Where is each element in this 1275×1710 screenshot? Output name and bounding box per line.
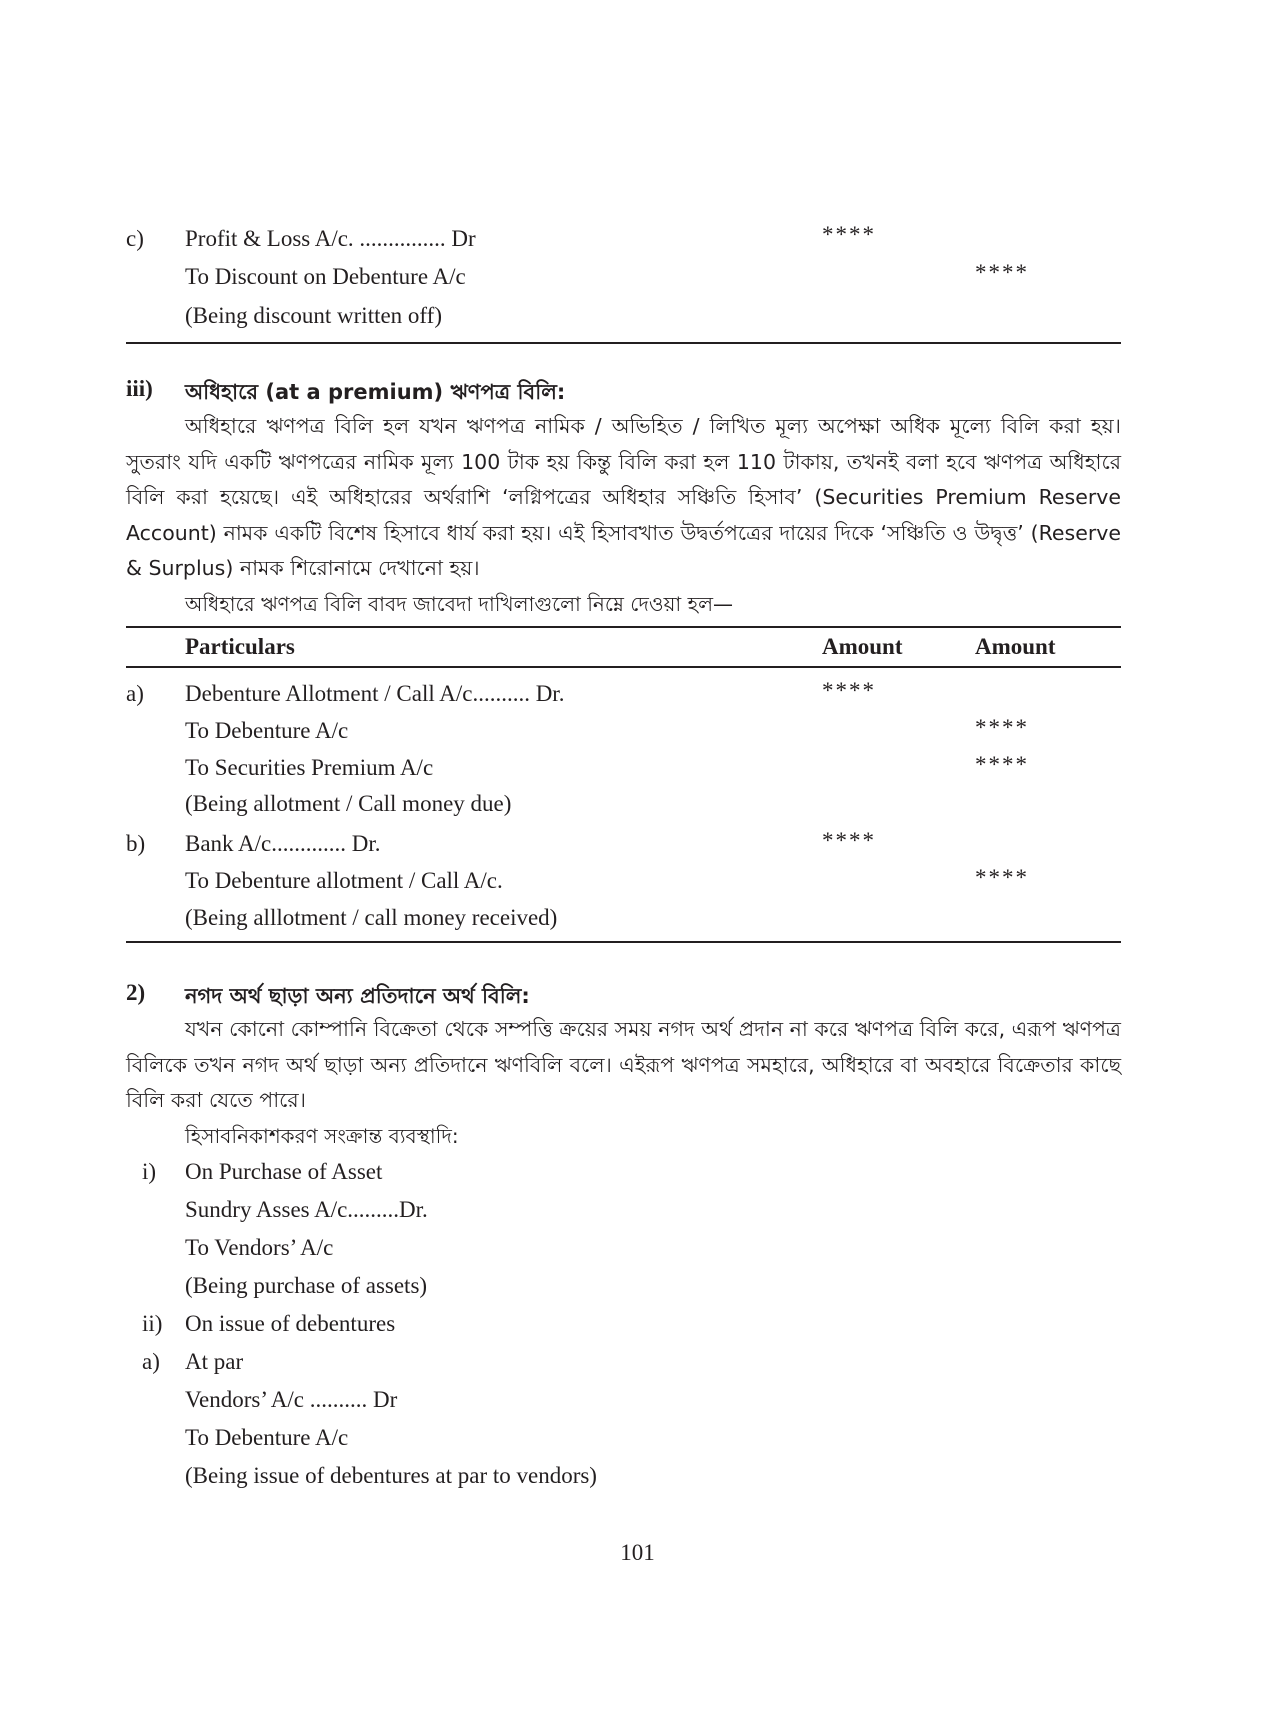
- list-label: i): [142, 1159, 157, 1184]
- entry-line: To Securities Premium A/c: [185, 755, 434, 780]
- table-header-rule: [126, 666, 1121, 668]
- entry-line: (Being allotment / Call money due): [185, 791, 512, 816]
- list-label: ii): [142, 1311, 163, 1336]
- table-top-rule: [126, 626, 1121, 628]
- section-divider: [126, 342, 1121, 344]
- list-item: At par: [185, 1349, 244, 1374]
- entry-line: Profit & Loss A/c. ............... Dr: [185, 226, 476, 251]
- list-item: On issue of debentures: [185, 1311, 396, 1336]
- column-header-particulars: Particulars: [185, 634, 295, 659]
- entry-line: To Debenture allotment / Call A/c.: [185, 868, 503, 893]
- amount-credit: ****: [975, 260, 1029, 285]
- section-paragraph: অধিহারে ঋণপত্র বিলি হল যখন ঋণপত্র নামিক / অভিহিত / লিখিত মূল্য অপেক্ষা অধিক মূল্যে বিলি করা হয়। সুতরাং যদি একটি ঋণপত্রের নামিক মূল্য 100 টাক হয় কিন্তু বিলি করা হল 110 টাকায়, তখনই বলা হবে ঋণপত্র অধিহারে বিলি করা হয়েছে। এই অধিহারের অর্থরাশি ‘লগ্নিপত্রের অধিহার সঞ্চিতি হিসাব’ (Securities Premium Reserve Account) নামক একটি বিশেষ হিসাবে ধার্য করা হয়। এই হিসাবখাত উদ্বর্তপত্রের দায়ের দিকে ‘সঞ্চিতি ও উদ্বৃত্ত’ (Reserve & Surplus) নামক শিরোনামে দেখানো হয়।: [126, 414, 1121, 580]
- column-header-amount-debit: Amount: [822, 634, 903, 659]
- amount-debit: ****: [822, 828, 876, 853]
- list-label: a): [142, 1349, 160, 1374]
- amount-debit: ****: [822, 678, 876, 703]
- amount-debit: ****: [822, 222, 876, 247]
- entry-line: Debenture Allotment / Call A/c.......... Dr.: [185, 681, 565, 706]
- list-item: (Being issue of debentures at par to vendors): [185, 1463, 597, 1488]
- amount-credit: ****: [975, 715, 1029, 740]
- section-subheading: হিসাবনিকাশকরণ সংক্রান্ত ব্যবস্থাদি:: [185, 1124, 459, 1148]
- page-number: 101: [620, 1540, 655, 1565]
- section-paragraph: যখন কোনো কোম্পানি বিক্রেতা থেকে সম্পত্তি ক্রয়ের সময় নগদ অর্থ প্রদান না করে ঋণপত্র বিলি করে, এরূপ ঋণপত্র বিলিকে তখন নগদ অর্থ ছাড়া অন্য প্রতিদানে ঋণবিলি বলে। এইরূপ ঋণপত্র সমহারে, অধিহারে বা অবহারে বিক্রেতার কাছে বিলি করা যেতে পারে।: [126, 1017, 1121, 1112]
- entry-label-c: c): [126, 226, 144, 251]
- list-item: To Debenture A/c: [185, 1425, 349, 1450]
- list-item: Vendors’ A/c .......... Dr: [185, 1387, 398, 1412]
- section-heading: নগদ অর্থ ছাড়া অন্য প্রতিদানে অর্থ বিলি:: [185, 984, 530, 1008]
- table-bottom-rule: [126, 941, 1121, 943]
- section-label-2: 2): [126, 980, 146, 1005]
- list-item: (Being purchase of assets): [185, 1273, 428, 1298]
- list-item: Sundry Asses A/c.........Dr.: [185, 1197, 428, 1222]
- amount-credit: ****: [975, 752, 1029, 777]
- section-intro: অধিহারে ঋণপত্র বিলি বাবদ জাবেদা দাখিলাগুলো নিম্নে দেওয়া হল—: [185, 592, 734, 616]
- column-header-amount-credit: Amount: [975, 634, 1056, 659]
- entry-line: (Being alllotment / call money received): [185, 905, 558, 930]
- list-item: On Purchase of Asset: [185, 1159, 383, 1184]
- section-label-iii: iii): [126, 376, 153, 401]
- section-heading: অধিহারে (at a premium) ঋণপত্র বিলি:: [185, 380, 566, 404]
- entry-line: (Being discount written off): [185, 303, 442, 328]
- entry-label-b: b): [126, 831, 146, 856]
- list-item: To Vendors’ A/c: [185, 1235, 334, 1260]
- amount-credit: ****: [975, 865, 1029, 890]
- entry-line: Bank A/c............. Dr.: [185, 831, 381, 856]
- entry-line: To Debenture A/c: [185, 718, 349, 743]
- entry-line: To Discount on Debenture A/c: [185, 264, 466, 289]
- entry-label-a: a): [126, 681, 144, 706]
